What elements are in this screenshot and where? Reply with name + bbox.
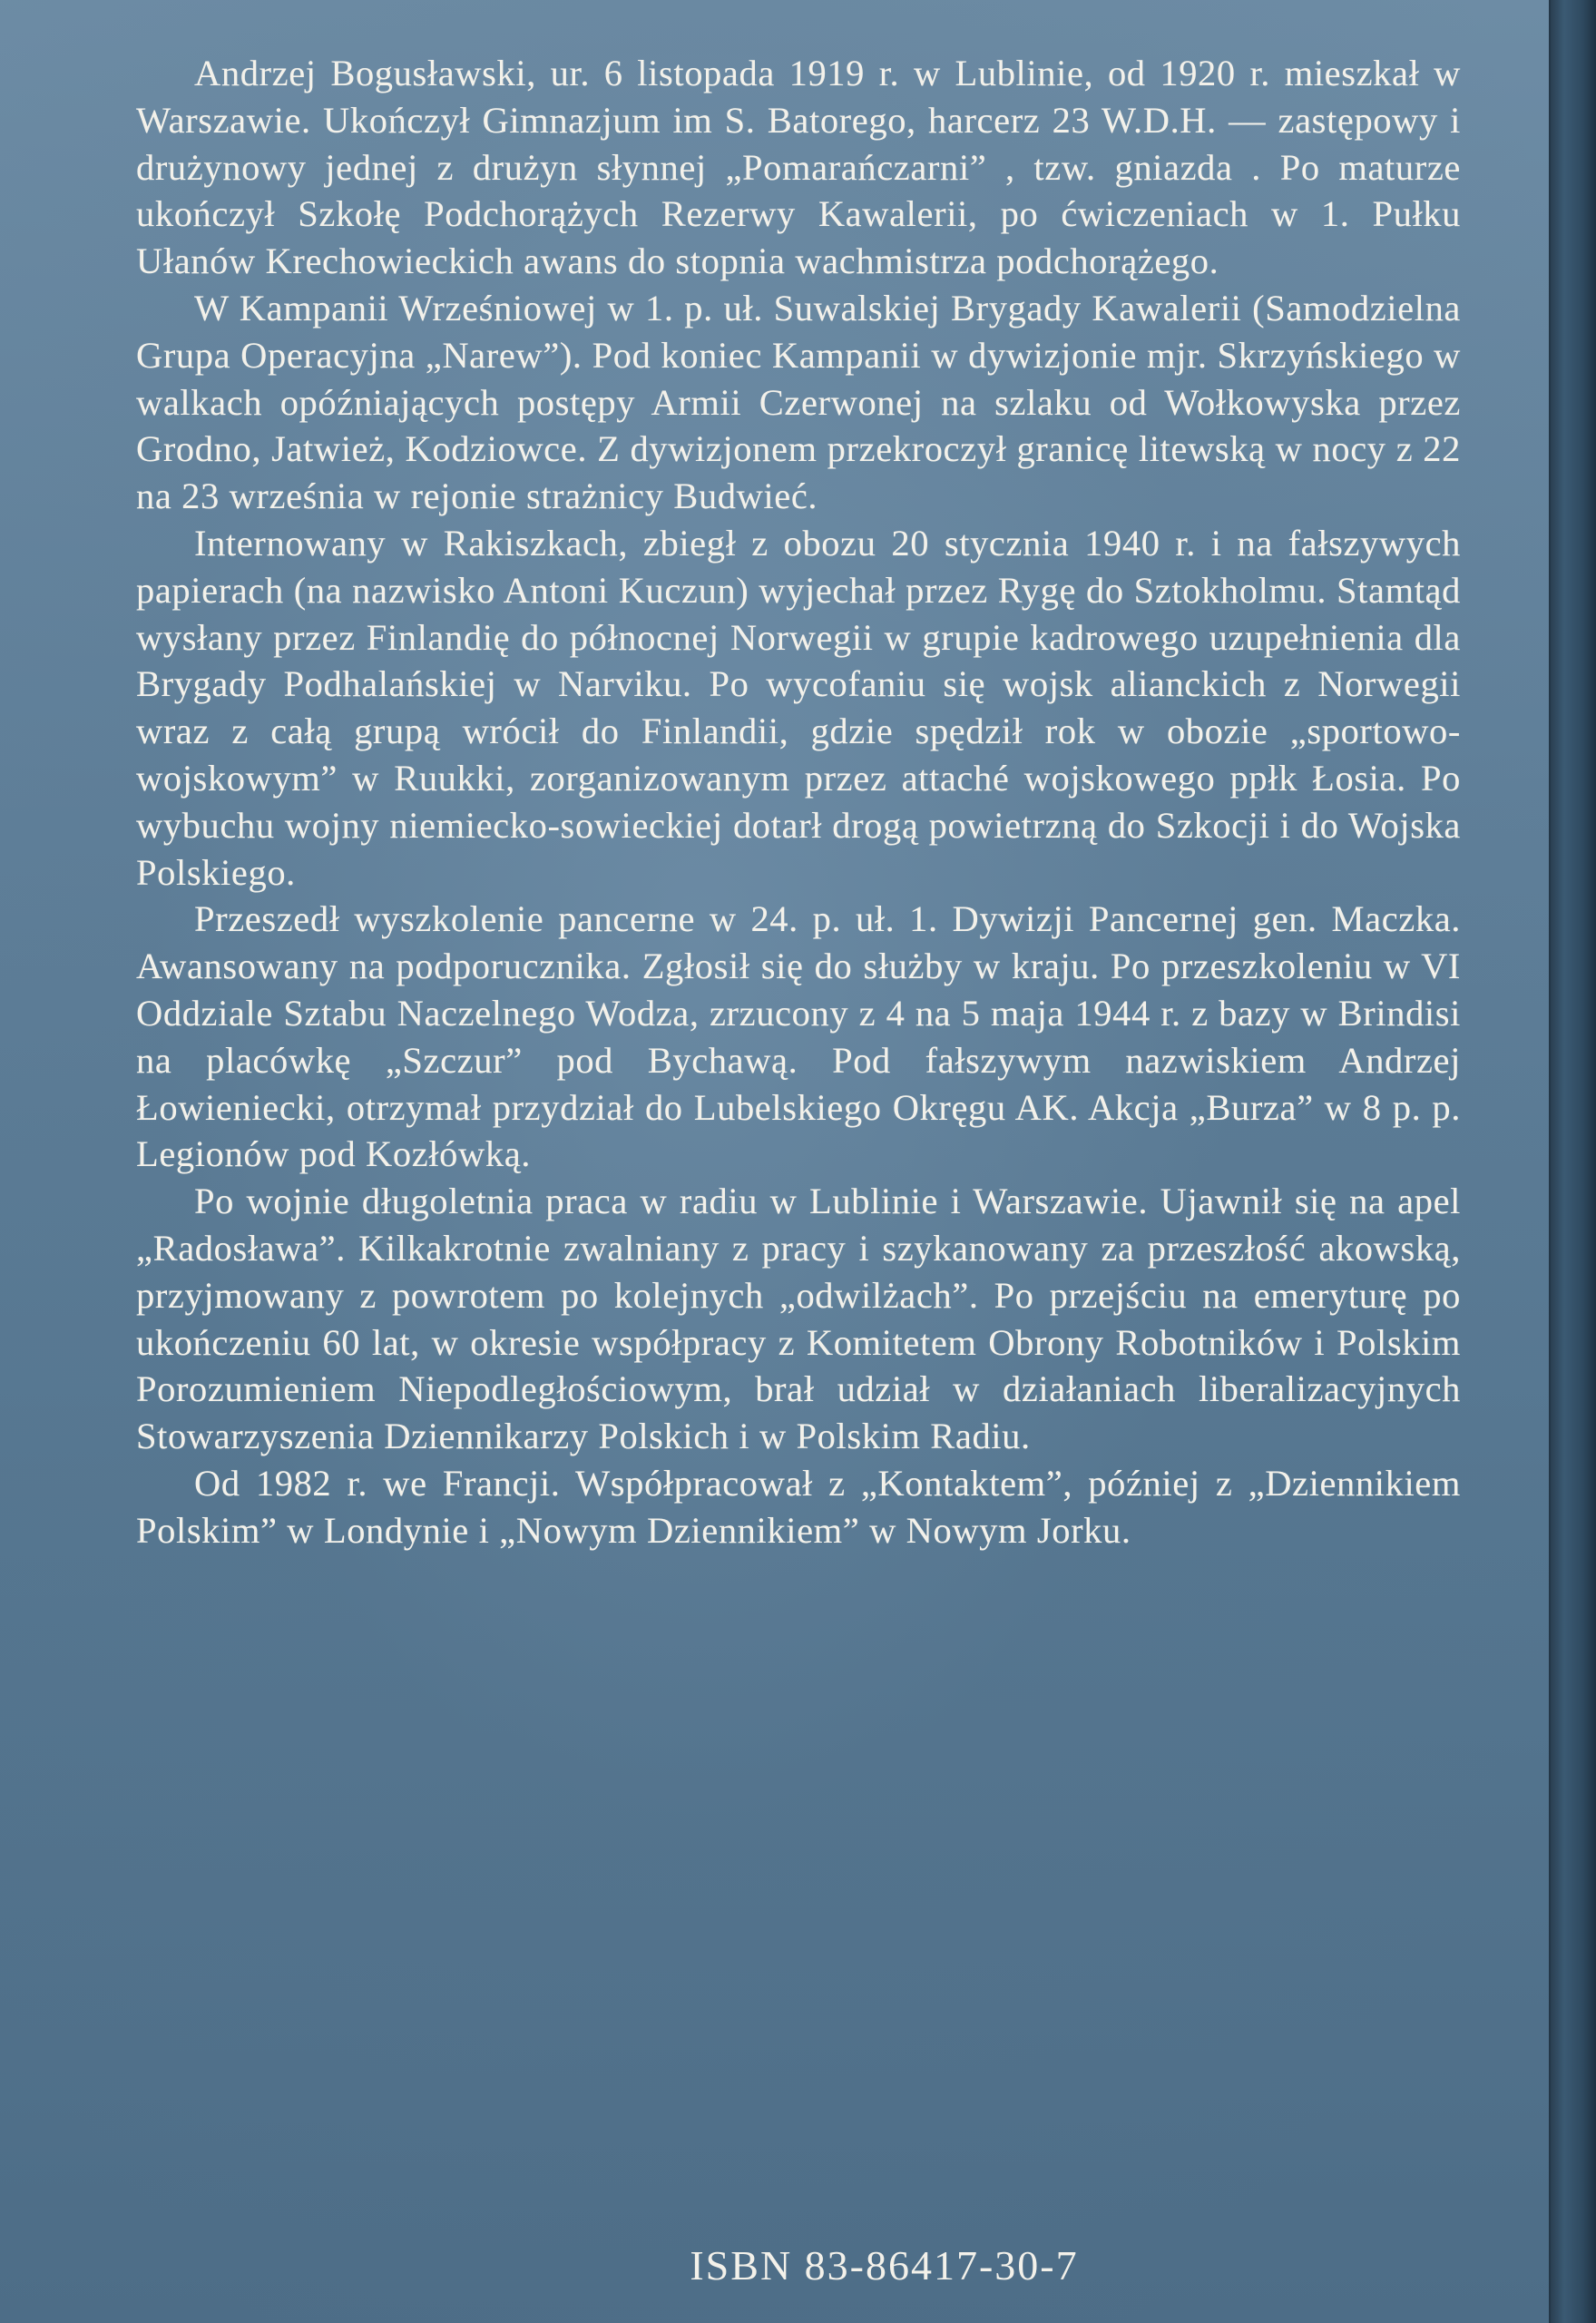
biography-text bbox=[136, 50, 1461, 1554]
paragraph-postwar: Po wojnie długoletnia praca w radiu w Lublinie i Warszawie. Ujawnił się na apel „Radosława”. Kilkakrotnie zwalniany z pracy i szykanowany za przeszłość akowską, przyjmowany z powrotem po kolejnych „odwilżach”. Po przejściu na emeryturę po ukończeniu 60 lat, w okresie współpracy z Komitetem Obrony Robotników i Polskim Porozumieniem Niepodległościowym, brał udział w działaniach liberalizacyjnych Stowarzyszenia Dziennikarzy Polskich i w Polskim Radiu. bbox=[136, 1181, 1461, 1457]
paragraph-september-campaign: W Kampanii Wrześniowej w 1. p. uł. Suwalskiej Brygady Kawalerii (Samodzielna Grupa Operacyjna „Narew”). Pod koniec Kampanii w dywizjonie mjr. Skrzyńskiego w walkach opóźniających postępy Armii Czerwonej na szlaku od Wołkowyska przez Grodno, Jatwież, Kodziowce. Z dywizjonem przekroczył granicę litewską w nocy z 22 na 23 września w rejonie strażnicy Budwieć. bbox=[136, 287, 1461, 517]
book-spine-edge bbox=[1549, 0, 1596, 2323]
paragraph-birth-education: Andrzej Bogusławski, ur. 6 listopada 1919 r. w Lublinie, od 1920 r. mieszkał w Warszawie. Ukończył Gimnazjum im S. Batorego, harcerz 23 W.D.H. — zastępowy i drużynowy jednej z drużyn słynnej „Pomarańczarni” , tzw. gniazda . Po maturze ukończył Szkołę Podchorążych Rezerwy Kawalerii, po ćwiczeniach w 1. Pułku Ułanów Krechowieckich awans do stopnia wachmistrza podchorążego. bbox=[136, 53, 1461, 282]
isbn-number: ISBN 83-86417-30-7 bbox=[690, 2242, 1079, 2289]
paragraph-armored-training: Przeszedł wyszkolenie pancerne w 24. p. uł. 1. Dywizji Pancernej gen. Maczka. Awansowany na podporucznika. Zgłosił się do służby w kraju. Po przeszkoleniu w VI Oddziale Sztabu Naczelnego Wodza, zrzucony z 4 na 5 maja 1944 r. z bazy w Brindisi na placówkę „Szczur” pod Bychawą. Pod fałszywym nazwiskiem Andrzej Łowieniecki, otrzymał przydział do Lubelskiego Okręgu AK. Akcja „Burza” w 8 p. p. Legionów pod Kozłówką. bbox=[136, 898, 1461, 1175]
paragraph-france: Od 1982 r. we Francji. Współpracował z „Kontaktem”, później z „Dziennikiem Polskim” w Londynie i „Nowym Dziennikiem” w Nowym Jorku. bbox=[136, 1462, 1461, 1551]
paragraph-internment-escape: Internowany w Rakiszkach, zbiegł z obozu 20 stycznia 1940 r. i na fałszywych papierach (na nazwisko Antoni Kuczun) wyjechał przez Rygę do Sztokholmu. Stamtąd wysłany przez Finlandię do północnej Norwegii w grupie kadrowego uzupełnienia dla Brygady Podhalańskiej w Narviku. Po wycofaniu się wojsk alianckich z Norwegii wraz z całą grupą wrócił do Finlandii, gdzie spędził rok w obozie „sportowo-wojskowym” w Ruukki, zorganizowanym przez attaché wojskowego ppłk Łosia. Po wybuchu wojny niemiecko-sowieckiej dotarł drogą powietrzną do Szkocji i do Wojska Polskiego. bbox=[136, 522, 1461, 893]
